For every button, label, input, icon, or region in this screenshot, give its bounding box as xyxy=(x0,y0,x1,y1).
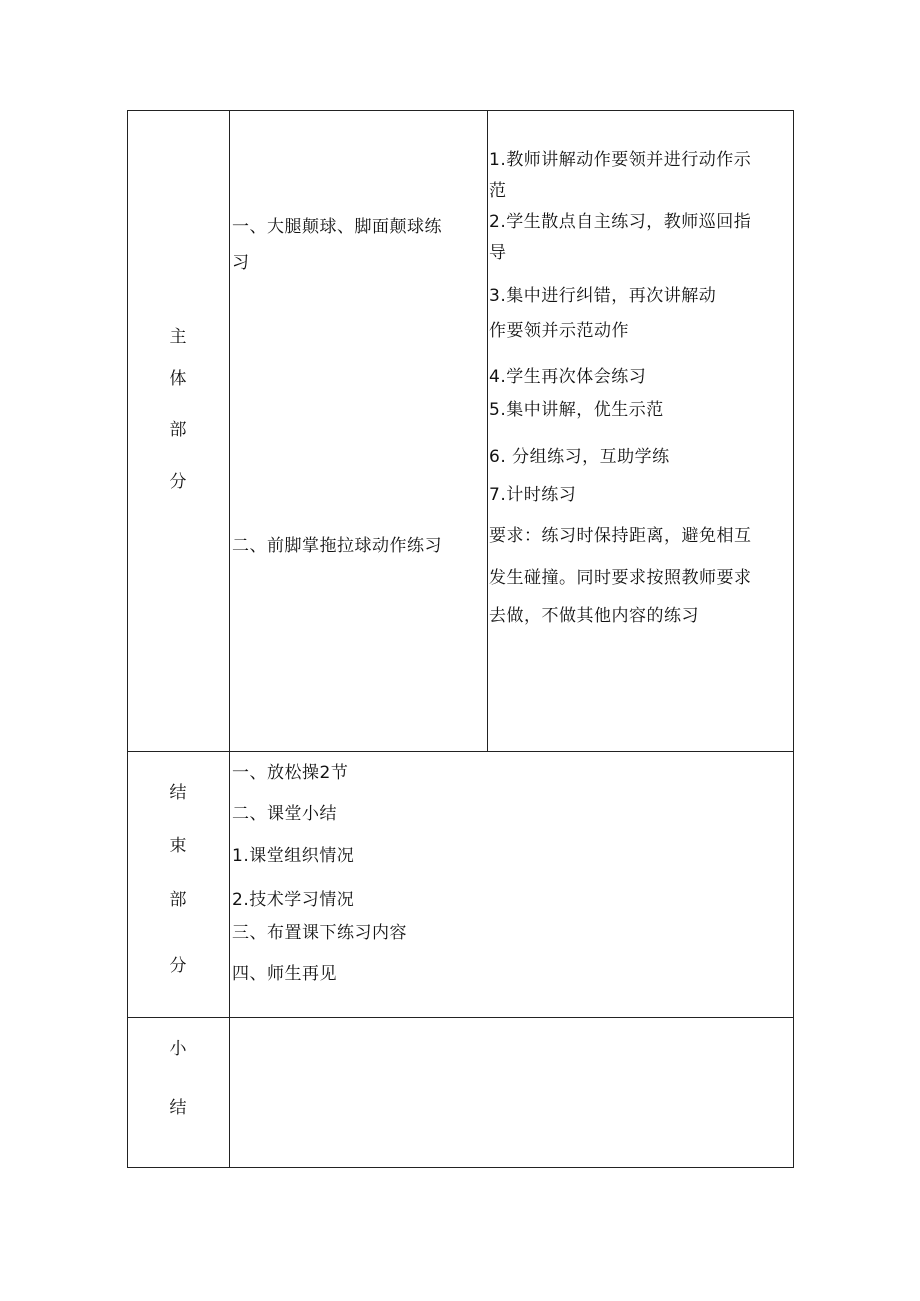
method-line: 发生碰撞。同时要求按照教师要求 xyxy=(489,568,752,588)
lesson-plan-table xyxy=(127,110,794,1168)
content-item: 二、前脚掌拖拉球动作练习 xyxy=(232,536,442,556)
method-line: 6. 分组练习，互助学练 xyxy=(489,447,670,467)
method-line: 作要领并示范动作 xyxy=(489,321,629,341)
method-column-divider xyxy=(487,110,488,751)
table-border-right xyxy=(793,110,794,1168)
label-column-divider xyxy=(229,110,230,1168)
main-section-label-char: 主 xyxy=(169,327,187,347)
method-line: 导 xyxy=(489,243,507,263)
end-item: 二、课堂小结 xyxy=(232,804,337,824)
main-section-label-char: 部 xyxy=(169,420,187,440)
end-item: 一、放松操2节 xyxy=(232,763,349,783)
end-item: 1.课堂组织情况 xyxy=(232,846,355,866)
content-item: 一、大腿颠球、脚面颠球练 xyxy=(232,217,442,237)
method-line: 去做，不做其他内容的练习 xyxy=(489,606,699,626)
end-section-label-char: 分 xyxy=(169,956,187,976)
method-line: 5.集中讲解，优生示范 xyxy=(489,400,664,420)
end-item: 三、布置课下练习内容 xyxy=(232,923,407,943)
method-line: 要求：练习时保持距离，避免相互 xyxy=(489,526,752,546)
end-item: 2.技术学习情况 xyxy=(232,890,355,910)
table-border-top xyxy=(127,110,794,111)
method-line: 1.教师讲解动作要领并进行动作示 xyxy=(489,150,752,170)
main-section-label-char: 分 xyxy=(169,472,187,492)
method-line: 2.学生散点自主练习，教师巡回指 xyxy=(489,212,752,232)
table-border-left xyxy=(127,110,128,1168)
method-line: 范 xyxy=(489,181,507,201)
method-line: 3.集中进行纠错，再次讲解动 xyxy=(489,286,717,306)
row-divider-end-summary xyxy=(127,1017,794,1018)
main-section-label-char: 体 xyxy=(169,369,187,389)
end-section-label-char: 束 xyxy=(169,836,187,856)
row-divider-main-end xyxy=(127,751,794,752)
table-border-bottom xyxy=(127,1167,794,1168)
content-item: 习 xyxy=(232,253,250,273)
end-section-label-char: 结 xyxy=(169,783,187,803)
end-item: 四、师生再见 xyxy=(232,964,337,984)
method-line: 4.学生再次体会练习 xyxy=(489,367,647,387)
end-section-label-char: 部 xyxy=(169,890,187,910)
method-line: 7.计时练习 xyxy=(489,485,577,505)
summary-label-char: 小 xyxy=(169,1039,187,1059)
summary-label-char: 结 xyxy=(169,1098,187,1118)
